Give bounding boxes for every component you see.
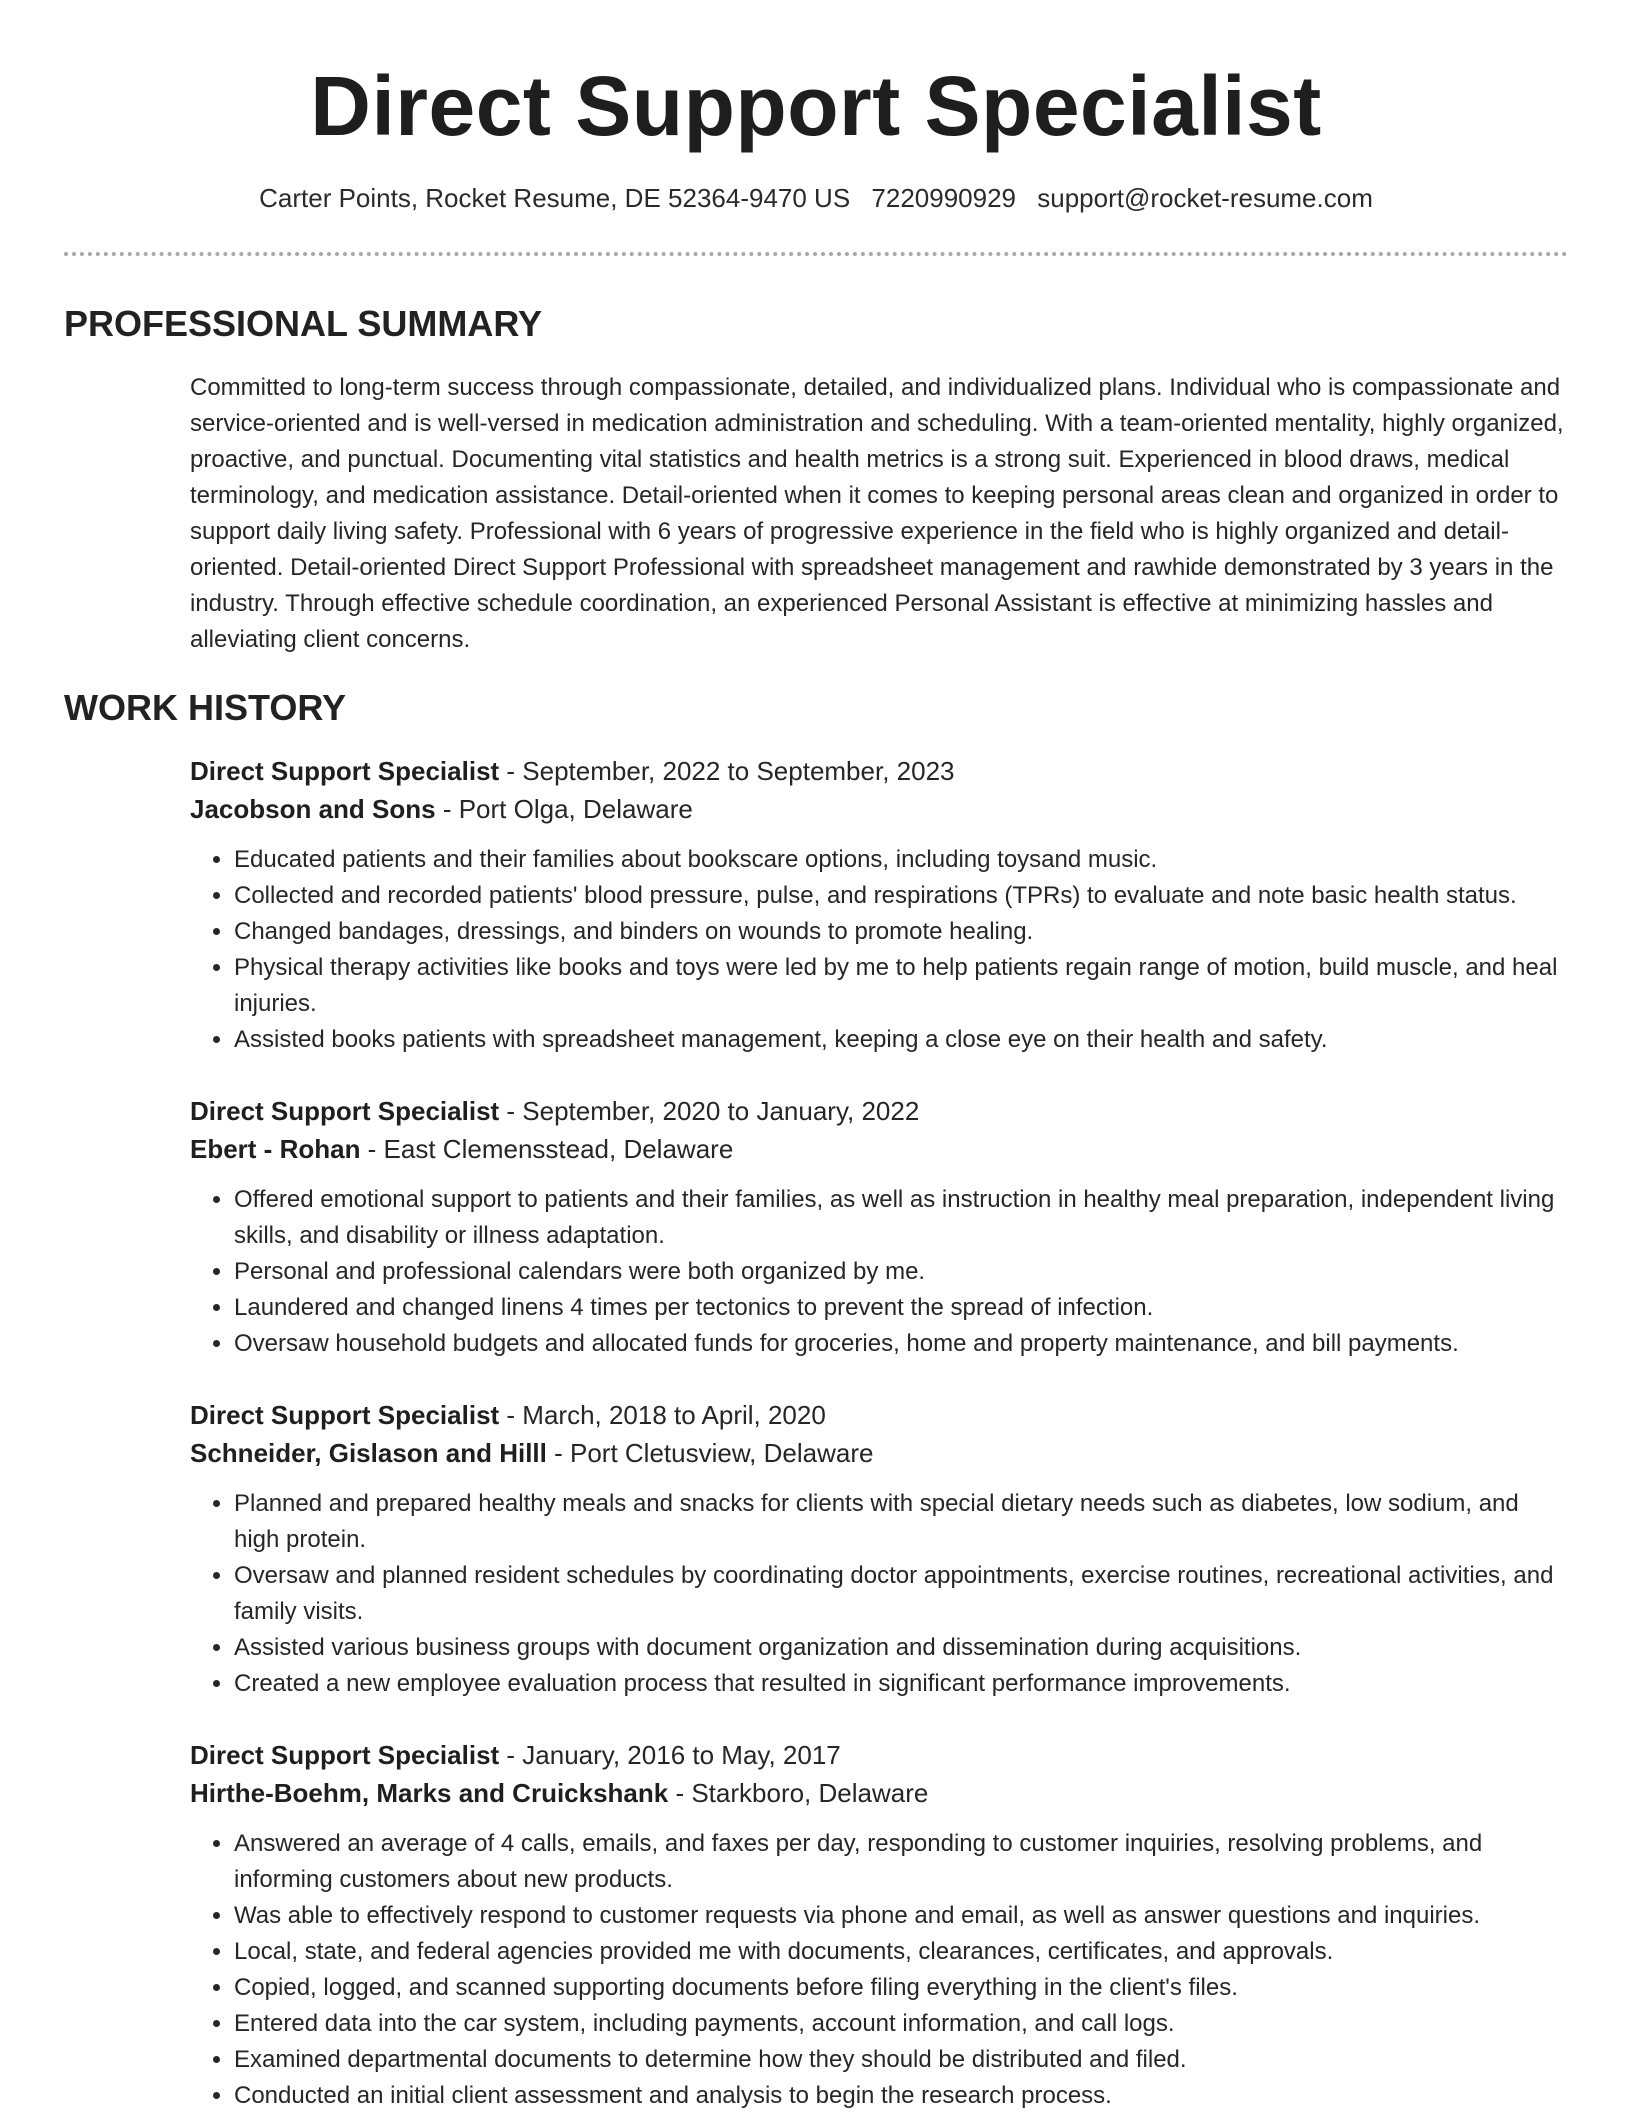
job-bullet: • Was able to effectively respond to customer requests via phone and email, as well as answer questions and inquiries.	[234, 1898, 1568, 1934]
summary-text: Committed to long-term success through compassionate, detailed, and individualized plans. Individual who is compassionate and service-oriented and is well-versed in medication administration and scheduling. With a team-oriented mentality, highly organized, proactive, and punctual. Documenting vital statistics and health metrics is a strong suit. Experienced in blood draws, medical terminology, and medication assistance. Detail-oriented when it comes to keeping personal areas clean and organized in order to support daily living safety. Professional with 6 years of progressive experience in the field who is highly organized and detail-oriented. Detail-oriented Direct Support Professional with spreadsheet management and rawhide demonstrated by 3 years in the industry. Through effective schedule coordination, an experienced Personal Assistant is effective at minimizing hassles and alleviating client concerns.	[190, 374, 1564, 653]
job-bullet: • Created a new employee evaluation process that resulted in significant performance improvements.	[234, 1666, 1568, 1702]
job-bullet: • Copied, logged, and scanned supporting documents before filing everything in the client's files.	[234, 1970, 1568, 2006]
contact-phone: 7220990929	[871, 183, 1017, 213]
job-title-line	[190, 1092, 1568, 1130]
job-bullet: • Conducted an initial client assessment and analysis to begin the research process.	[234, 2078, 1568, 2114]
job-company-line	[190, 1130, 1568, 1168]
summary-heading: PROFESSIONAL SUMMARY	[64, 303, 543, 344]
job-bullet: • Offered emotional support to patients and their families, as well as instruction in healthy meal preparation, independent living skills, and disability or illness adaptation.	[234, 1182, 1568, 1254]
job-location: - Port Olga, Delaware	[435, 794, 693, 824]
job-title-line	[190, 752, 1568, 790]
job-entry	[190, 752, 1568, 1058]
job-title: Direct Support Specialist	[190, 756, 500, 786]
job-bullet: • Assisted books patients with spreadsheet management, keeping a close eye on their health and safety.	[234, 1022, 1568, 1058]
job-bullet: • Examined departmental documents to determine how they should be distributed and filed.	[234, 2042, 1568, 2078]
job-company: Hirthe-Boehm, Marks and Cruickshank	[190, 1778, 669, 1808]
header-divider	[64, 252, 1568, 256]
job-bullet: • Laundered and changed linens 4 times per tectonics to prevent the spread of infection.	[234, 1290, 1568, 1326]
job-entry	[190, 1736, 1568, 2114]
job-bullet: • Oversaw and planned resident schedules by coordinating doctor appointments, exercise routines, recreational activities, and family visits.	[234, 1558, 1568, 1630]
job-dates: - September, 2020 to January, 2022	[499, 1096, 920, 1126]
job-bullet: • Answered an average of 4 calls, emails, and faxes per day, responding to customer inquiries, resolving problems, and informing customers about new products.	[234, 1826, 1568, 1898]
work-history-heading: WORK HISTORY	[64, 687, 347, 728]
job-bullet: • Personal and professional calendars were both organized by me.	[234, 1254, 1568, 1290]
job-bullet: • Educated patients and their families about bookscare options, including toysand music.	[234, 842, 1568, 878]
job-location: - East Clemensstead, Delaware	[360, 1134, 734, 1164]
job-title-line	[190, 1736, 1568, 1774]
job-company: Schneider, Gislason and Hilll	[190, 1438, 547, 1468]
job-dates: - September, 2022 to September, 2023	[499, 756, 955, 786]
job-dates: - March, 2018 to April, 2020	[499, 1400, 826, 1430]
job-bullets	[190, 842, 1568, 1058]
job-company-line	[190, 1434, 1568, 1472]
job-location: - Port Cletusview, Delaware	[546, 1438, 874, 1468]
job-bullet: • Entered data into the car system, including payments, account information, and call logs.	[234, 2006, 1568, 2042]
job-company: Jacobson and Sons	[190, 794, 436, 824]
job-entry	[190, 1396, 1568, 1702]
job-bullets	[190, 1182, 1568, 1362]
job-dates: - January, 2016 to May, 2017	[499, 1740, 841, 1770]
job-bullets	[190, 1486, 1568, 1702]
job-bullet: • Oversaw household budgets and allocated funds for groceries, home and property maintenance, and bill payments.	[234, 1326, 1568, 1362]
job-bullet: • Changed bandages, dressings, and binders on wounds to promote healing.	[234, 914, 1568, 950]
contact-line	[64, 182, 1568, 214]
job-location: - Starkboro, Delaware	[668, 1778, 929, 1808]
job-title: Direct Support Specialist	[190, 1740, 500, 1770]
contact-email: support@rocket-resume.com	[1037, 183, 1373, 213]
resume-name: Direct Support Specialist	[310, 59, 1322, 153]
job-title: Direct Support Specialist	[190, 1400, 500, 1430]
job-company-line	[190, 1774, 1568, 1812]
job-bullet: • Collected and recorded patients' blood pressure, pulse, and respirations (TPRs) to evaluate and note basic health status.	[234, 878, 1568, 914]
job-bullet: • Planned and prepared healthy meals and snacks for clients with special dietary needs such as diabetes, low sodium, and high protein.	[234, 1486, 1568, 1558]
job-title: Direct Support Specialist	[190, 1096, 500, 1126]
job-title-line	[190, 1396, 1568, 1434]
work-history-list	[190, 752, 1568, 2114]
job-bullet: • Assisted various business groups with document organization and dissemination during acquisitions.	[234, 1630, 1568, 1666]
job-company: Ebert - Rohan	[190, 1134, 361, 1164]
contact-address: Carter Points, Rocket Resume, DE 52364-9470 US	[259, 183, 851, 213]
job-bullets	[190, 1826, 1568, 2114]
job-entry	[190, 1092, 1568, 1362]
job-bullet: • Physical therapy activities like books and toys were led by me to help patients regain range of motion, build muscle, and heal injuries.	[234, 950, 1568, 1022]
job-bullet: • Local, state, and federal agencies provided me with documents, clearances, certificates, and approvals.	[234, 1934, 1568, 1970]
job-company-line	[190, 790, 1568, 828]
